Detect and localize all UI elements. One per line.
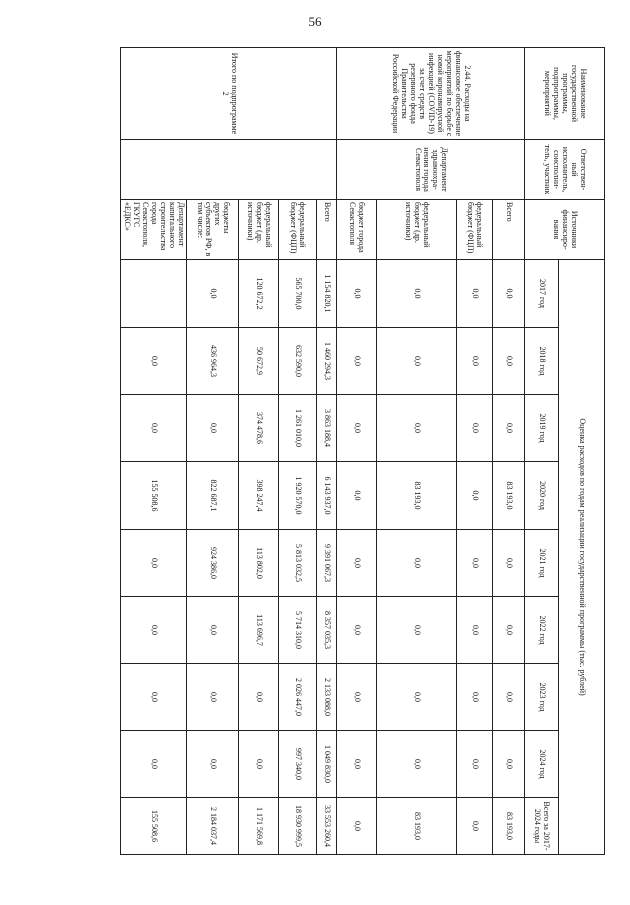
value-cell: 0,0 — [457, 664, 493, 731]
value-cell: 0,0 — [377, 260, 457, 328]
value-cell: 565 700,0 — [279, 260, 317, 328]
source-cell: федеральный бюджет (ФЦП) — [279, 200, 317, 260]
value-cell: 398 247,4 — [239, 462, 279, 530]
value-cell: 1 049 830,0 — [317, 731, 337, 798]
subprogram-total-label: Итого по подпрограмме 2 — [121, 48, 337, 140]
value-cell: 0,0 — [457, 395, 493, 462]
value-cell: 0,0 — [337, 462, 377, 530]
value-cell-total: 2 184 037,4 — [187, 798, 239, 855]
source-cell: федеральный бюджет (др. источники) — [239, 200, 279, 260]
header-year: 2021 год — [525, 530, 559, 597]
value-cell: 0,0 — [457, 731, 493, 798]
value-cell: 0,0 — [493, 395, 525, 462]
value-cell: 1 920 570,0 — [279, 462, 317, 530]
value-cell: 113 696,7 — [239, 597, 279, 664]
value-cell: 436 964,3 — [187, 328, 239, 395]
header-year: 2017 год — [525, 260, 559, 328]
header-name: Наименование государственной программы, подпрограммы, мероприятий — [525, 48, 605, 140]
value-cell: 0,0 — [121, 395, 187, 462]
value-cell: 0,0 — [337, 530, 377, 597]
value-cell: 997 340,0 — [279, 731, 317, 798]
header-year: 2018 год — [525, 328, 559, 395]
source-cell: федеральный бюджет (др. источники) — [377, 200, 457, 260]
value-cell: 0,0 — [239, 664, 279, 731]
value-cell: 83 193,0 — [377, 462, 457, 530]
value-cell: 0,0 — [337, 260, 377, 328]
header-year: 2023 год — [525, 664, 559, 731]
value-cell: 5 714 310,0 — [279, 597, 317, 664]
source-cell: Департамент капитального строительства города Севастополя, ГКУГС «ЕДКС» — [121, 200, 187, 260]
value-cell: 9 391 067,3 — [317, 530, 337, 597]
value-cell: 0,0 — [493, 530, 525, 597]
value-cell: 0,0 — [337, 664, 377, 731]
value-cell: 0,0 — [337, 597, 377, 664]
value-cell: 0,0 — [493, 664, 525, 731]
value-cell: 1 154 820,1 — [317, 260, 337, 328]
value-cell: 0,0 — [187, 395, 239, 462]
header-year-total: Всего за 2017-2024 годы — [525, 798, 559, 855]
table-row — [493, 48, 525, 855]
value-cell: 0,0 — [187, 664, 239, 731]
rotated-table — [123, 47, 605, 854]
header-year: 2022 год — [525, 597, 559, 664]
value-cell-total: 1 171 569,8 — [239, 798, 279, 855]
value-cell: 50 672,9 — [239, 328, 279, 395]
header-group: Оценка расходов по годам реализации государственной программы (тыс. рублей) — [559, 260, 605, 855]
value-cell-total: 18 930 999,5 — [279, 798, 317, 855]
value-cell: 822 687,1 — [187, 462, 239, 530]
value-cell: 120 672,2 — [239, 260, 279, 328]
value-cell: 6 143 937,0 — [317, 462, 337, 530]
value-cell: 155 508,6 — [121, 462, 187, 530]
value-cell-total: 33 553 260,4 — [317, 798, 337, 855]
value-cell-total: 0,0 — [457, 798, 493, 855]
header-year: 2024 год — [525, 731, 559, 798]
page-number: 56 — [308, 14, 322, 29]
value-cell: 0,0 — [493, 328, 525, 395]
value-cell: 1 460 294,3 — [317, 328, 337, 395]
value-cell: 0,0 — [493, 597, 525, 664]
value-cell: 632 590,0 — [279, 328, 317, 395]
value-cell: 0,0 — [377, 597, 457, 664]
value-cell: 2 133 088,0 — [317, 664, 337, 731]
value-cell: 83 193,0 — [493, 462, 525, 530]
value-cell: 0,0 — [457, 328, 493, 395]
value-cell: 3 863 188,4 — [317, 395, 337, 462]
value-cell: 0,0 — [121, 731, 187, 798]
source-cell: Всего — [493, 200, 525, 260]
value-cell: 0,0 — [121, 328, 187, 395]
header-year: 2020 год — [525, 462, 559, 530]
value-cell: 0,0 — [187, 597, 239, 664]
header-source: Источники финансиро-вания — [525, 200, 605, 260]
program-name: 2.44. Расходы на финансовое обеспечение мероприятий по борьбе с новой коронавирусной инфекцией (COVID-19) за счет средств резервного фонда Правительства Российской Федерации — [337, 48, 525, 140]
value-cell: 0,0 — [337, 328, 377, 395]
value-cell-total: 0,0 — [337, 798, 377, 855]
value-cell-total: 83 193,0 — [377, 798, 457, 855]
source-cell: бюджет города Севастополя — [337, 200, 377, 260]
value-cell: 0,0 — [457, 597, 493, 664]
value-cell: 0,0 — [457, 530, 493, 597]
value-cell: 0,0 — [121, 597, 187, 664]
value-cell: 0,0 — [493, 731, 525, 798]
source-cell: Всего — [317, 200, 337, 260]
value-cell: 0,0 — [239, 731, 279, 798]
value-cell: 0,0 — [457, 260, 493, 328]
responsible-empty — [121, 140, 337, 200]
value-cell: 8 357 035,3 — [317, 597, 337, 664]
value-cell: 0,0 — [377, 664, 457, 731]
value-cell: 1 261 010,0 — [279, 395, 317, 462]
header-year: 2019 год — [525, 395, 559, 462]
value-cell: 0,0 — [121, 664, 187, 731]
header-responsible: Ответствен-ный исполнитель, соисполни-тель, участник — [525, 140, 605, 200]
value-cell: 0,0 — [187, 260, 239, 328]
value-cell: 924 386,0 — [187, 530, 239, 597]
value-cell: 0,0 — [121, 530, 187, 597]
value-cell: 0,0 — [377, 395, 457, 462]
value-cell: 0,0 — [337, 731, 377, 798]
value-cell: 0,0 — [493, 260, 525, 328]
responsible-executor: Департамент здравоохра-нения города Севастополя — [337, 140, 525, 200]
value-cell: 0,0 — [337, 395, 377, 462]
value-cell: 2 026 447,0 — [279, 664, 317, 731]
value-cell: 0,0 — [187, 731, 239, 798]
rotated-table-frame — [123, 47, 605, 854]
value-cell: 5 813 032,5 — [279, 530, 317, 597]
value-cell — [121, 260, 187, 328]
value-cell: 113 802,0 — [239, 530, 279, 597]
value-cell: 0,0 — [377, 731, 457, 798]
table-row — [317, 48, 337, 855]
budget-table — [120, 47, 605, 855]
value-cell: 0,0 — [457, 462, 493, 530]
source-cell: бюджеты других субъектов РФ, в том числе: — [187, 200, 239, 260]
value-cell-total: 83 193,0 — [493, 798, 525, 855]
source-cell: федеральный бюджет (ФЦП) — [457, 200, 493, 260]
value-cell: 374 478,6 — [239, 395, 279, 462]
value-cell-total: 155 508,6 — [121, 798, 187, 855]
value-cell: 0,0 — [377, 530, 457, 597]
value-cell: 0,0 — [377, 328, 457, 395]
